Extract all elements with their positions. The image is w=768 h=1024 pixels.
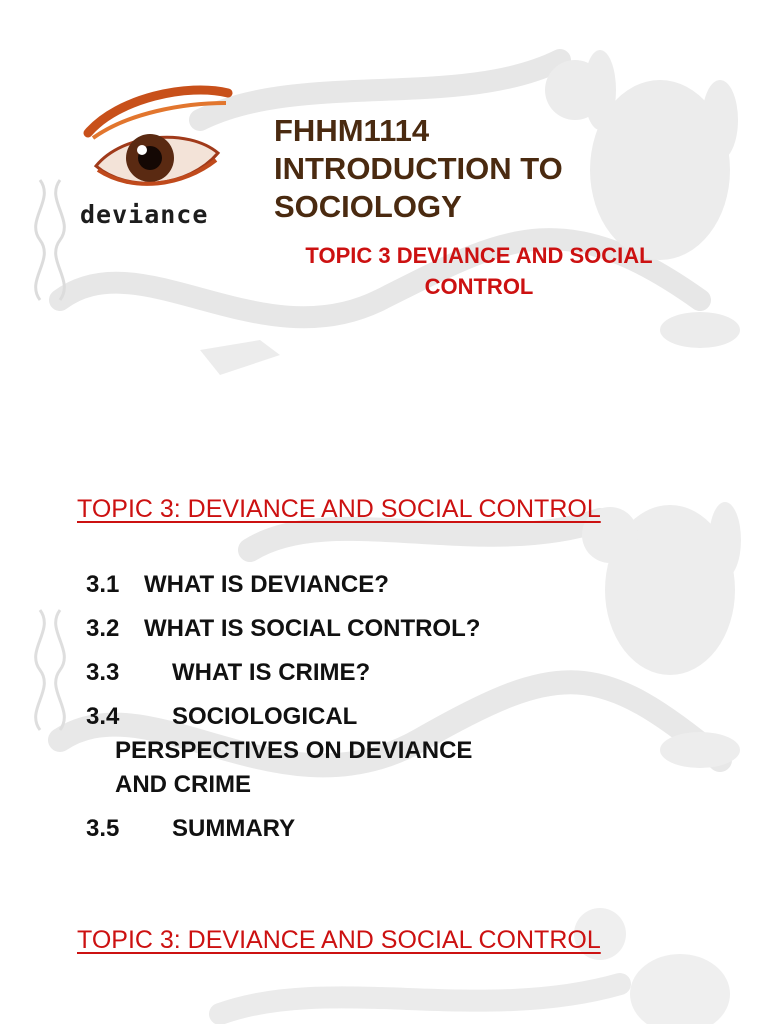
course-title-line: INTRODUCTION TO	[274, 151, 563, 186]
item-text-continuation: PERSPECTIVES ON DEVIANCE	[115, 737, 473, 764]
item-text: WHAT IS SOCIAL CONTROL?	[144, 615, 481, 642]
item-number: 3.5	[86, 815, 120, 842]
course-code: FHHM1114	[274, 113, 430, 148]
item-number: 3.2	[86, 615, 120, 642]
list-item	[86, 812, 606, 846]
course-title	[274, 112, 714, 226]
list-item	[86, 656, 606, 690]
item-number: 3.1	[86, 571, 120, 598]
item-text: SUMMARY	[172, 815, 296, 842]
item-text: WHAT IS CRIME?	[172, 659, 371, 686]
item-text-continuation: AND CRIME	[115, 771, 251, 798]
list-item	[86, 700, 606, 802]
section-heading: TOPIC 3: DEVIANCE AND SOCIAL CONTROL	[77, 926, 601, 954]
topic-subtitle-line: TOPIC 3 DEVIANCE AND SOCIAL	[305, 243, 653, 268]
contents-slide	[0, 440, 768, 874]
title-slide	[0, 0, 768, 440]
topic-subtitle-line: CONTROL	[424, 274, 534, 299]
section-slide	[0, 874, 768, 1024]
topic-subtitle	[264, 240, 694, 302]
logo-wordmark: deviance	[80, 200, 209, 229]
course-title-line: SOCIOLOGY	[274, 189, 462, 224]
item-text: SOCIOLOGICAL	[172, 703, 358, 730]
item-number: 3.3	[86, 659, 120, 686]
list-item	[86, 612, 606, 646]
item-number: 3.4	[86, 703, 120, 730]
list-item	[86, 568, 606, 602]
item-text: WHAT IS DEVIANCE?	[144, 571, 389, 598]
contents-heading: TOPIC 3: DEVIANCE AND SOCIAL CONTROL	[77, 495, 601, 523]
topic-list	[86, 568, 606, 856]
